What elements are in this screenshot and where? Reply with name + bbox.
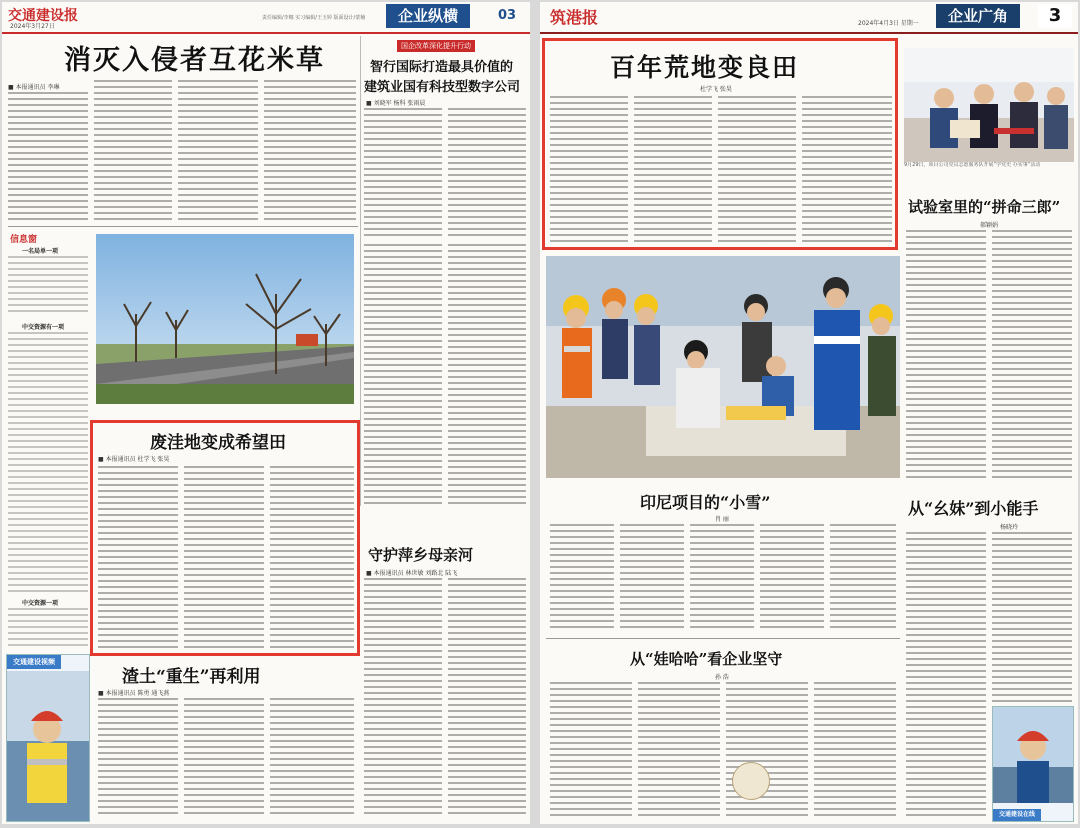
left-newspaper-page <box>2 2 530 824</box>
right-newspaper-page <box>540 2 1078 824</box>
article-text <box>718 96 796 244</box>
article-text <box>906 230 986 478</box>
right-masthead <box>540 2 1078 34</box>
left-paper-name: 交通建设报 <box>8 8 78 24</box>
article-text <box>550 96 628 244</box>
headline-indonesia: 印尼项目的“小雪” <box>640 493 771 512</box>
byline-slag: ■ 本报通讯员 陈勇 通飞燕 <box>98 690 170 697</box>
headline-zhixing-1: 智行国际打造最具价值的 <box>370 60 514 75</box>
article-text <box>8 92 88 222</box>
article-text <box>448 578 526 818</box>
article-text <box>264 80 356 222</box>
ad-video-box <box>6 654 90 822</box>
article-text <box>364 244 442 504</box>
photo-workers-field <box>546 256 900 478</box>
article-text <box>550 524 614 632</box>
article-text <box>550 682 632 816</box>
article-text <box>94 80 172 222</box>
byline-zhixing: ■ 刘晓军 杨科 张雨晨 <box>366 100 426 107</box>
photo-volunteers <box>904 48 1074 162</box>
sidebar-item: 中交资源一项 <box>22 600 59 607</box>
article-text <box>98 466 178 650</box>
byline-guard-river: ■ 本报通讯员 林世敏 刘路北 陆飞 <box>366 570 458 577</box>
photo-caption-volunteers: 9月29日，项目公司党员志愿服务队开展“学党史 办实事”活动 <box>904 162 1041 168</box>
left-page-number: 03 <box>497 8 517 23</box>
byline-lab-hero: 郝颖娟 <box>980 222 999 229</box>
article-text <box>184 698 264 818</box>
byline-indonesia: 肖 丽 <box>715 516 729 523</box>
article-text <box>270 698 354 818</box>
article-text <box>364 578 442 818</box>
headline-guard-river: 守护萍乡母亲河 <box>368 546 474 564</box>
article-text <box>830 524 896 632</box>
article-text <box>184 466 264 650</box>
sidebar-title: 信息窗 <box>10 235 38 245</box>
headline-wahaha: 从“娃哈哈”看企业坚守 <box>630 650 783 668</box>
headline-zhixing-2: 建筑业国有科技型数字公司 <box>364 80 521 95</box>
article-text <box>620 524 684 632</box>
ad-online-label: 交通建设在线 <box>993 809 1041 821</box>
sidebar-text <box>8 332 88 592</box>
headline-flood-land: 废洼地变成希望田 <box>150 433 286 453</box>
left-paper-date: 2024年3月27日 <box>10 23 55 30</box>
left-section-title: 企业纵横 <box>386 4 470 28</box>
headline-century-land: 百年荒地变良田 <box>610 53 800 82</box>
ad-online-box <box>992 706 1074 822</box>
article-text <box>448 108 526 238</box>
sidebar-text <box>8 608 88 648</box>
column-divider <box>360 36 361 506</box>
byline-wahaha: 孙 浩 <box>715 674 729 681</box>
headline-slag: 渣土“重生”再利用 <box>122 667 261 687</box>
headline-little-sister: 从“幺妹”到小能手 <box>908 499 1039 518</box>
byline-little-sister: 杨晓玲 <box>1000 524 1019 531</box>
headline-spartina: 消灭入侵者互花米草 <box>64 45 325 76</box>
article-text <box>814 682 896 816</box>
article-text <box>448 244 526 504</box>
photo-caption <box>96 406 354 420</box>
section-rule <box>8 226 358 227</box>
article-text <box>760 524 824 632</box>
article-text <box>270 466 354 650</box>
right-paper-name: 筑港报 <box>550 8 599 27</box>
right-section-title: 企业广角 <box>936 4 1020 28</box>
sidebar-item: 中交资源有一项 <box>22 324 65 331</box>
right-page-number: 3 <box>1038 4 1072 28</box>
article-text <box>802 96 892 244</box>
headline-lab-hero: 试验室里的“拼命三郎” <box>908 198 1061 216</box>
photo-trees-road <box>96 234 354 404</box>
byline-century-land: 杜学飞 张昊 <box>700 86 732 93</box>
sidebar-item: 一名局单一项 <box>22 248 59 255</box>
section-rule <box>546 638 900 639</box>
article-text <box>690 524 754 632</box>
article-text <box>364 108 442 238</box>
left-masthead <box>2 2 530 34</box>
article-text <box>634 96 712 244</box>
kicker-reform: 国企改革深化提升行动 <box>397 40 475 52</box>
byline-spartina: ■ 本报通讯员 李琳 <box>8 84 60 91</box>
article-text <box>992 532 1072 702</box>
right-paper-date: 2024年4月3日 星期一 <box>858 20 919 27</box>
article-text <box>98 698 178 818</box>
ad-video-label: 交通建设视频 <box>7 655 61 669</box>
photo-caption-vertical <box>880 256 900 476</box>
article-text <box>992 230 1072 478</box>
article-text <box>178 80 258 222</box>
left-editor-credits: 责任编辑/李娜 实习编辑/王玉婷 版面设计/蒙楠 <box>262 15 366 21</box>
wahaha-illustration <box>732 762 770 800</box>
sidebar-text <box>8 256 88 316</box>
byline-flood-land: ■ 本报通讯员 杜学飞 张昊 <box>98 456 170 463</box>
article-text <box>906 532 986 816</box>
article-text <box>638 682 720 816</box>
